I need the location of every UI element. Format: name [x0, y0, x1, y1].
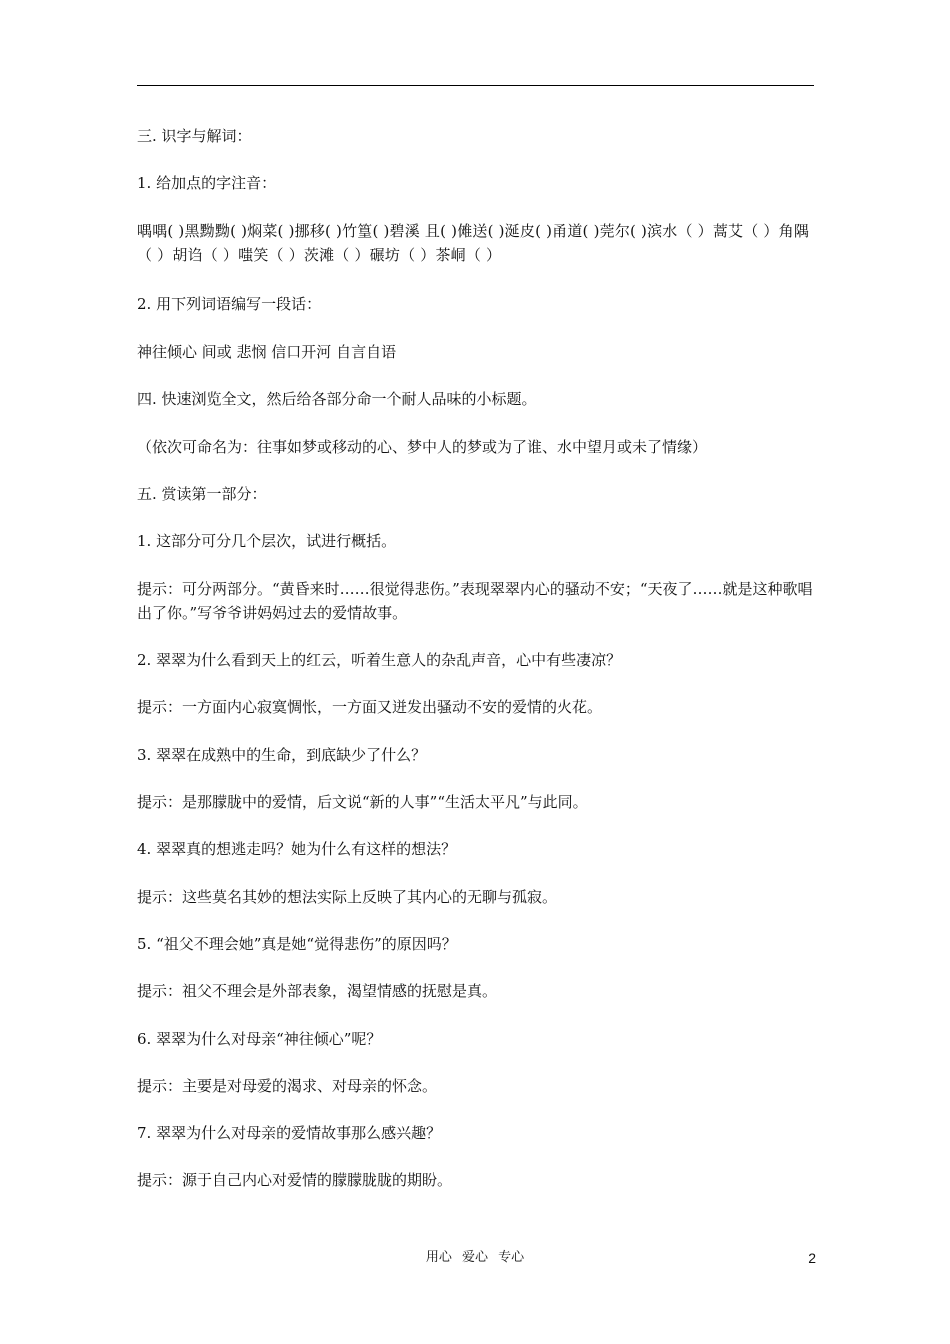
word-list: 神往倾心 间或 悲悯 信口开河 自言自语 [137, 343, 397, 361]
section-heading-4: 四. 快速浏览全文，然后给各部分命一个耐人品味的小标题。 [137, 390, 537, 408]
question-5-3: 3. 翠翠在成熟中的生命，到底缺少了什么？ [137, 746, 427, 764]
pinyin-exercise: 喁喁( )黑黝黝( )焖菜( )挪移( )竹篁( )碧溪 且( )傩送( )涎皮( )甬道( )莞尔( )滨水（ ）蒿艾（ ）角隅（ ）胡诌（ ）嗤笑（ ）茨滩（ ）碾坊（ ）茶峒（ ） [137, 222, 810, 264]
question-5-2: 2. 翠翠为什么看到天上的红云，听着生意人的杂乱声音，心中有些凄凉？ [137, 651, 622, 669]
question-5-5: 5. “祖父不理会她”真是她“觉得悲伤”的原因吗？ [137, 935, 457, 953]
section-heading-3: 三. 识字与解词： [137, 127, 252, 145]
hint-5-4: 提示：这些莫名其妙的想法实际上反映了其内心的无聊与孤寂。 [137, 888, 558, 906]
page-number: 2 [808, 1250, 816, 1266]
section-heading-5: 五. 赏读第一部分： [137, 485, 267, 503]
hint-5-6: 提示：主要是对母爱的渴求、对母亲的怀念。 [137, 1077, 438, 1095]
hint-5-3: 提示：是那朦胧中的爱情，后文说“新的人事”“生活太平凡”与此同。 [137, 793, 588, 811]
hint-5-2: 提示：一方面内心寂寞惆怅，一方面又迸发出骚动不安的爱情的火花。 [137, 698, 603, 716]
header-rule [137, 85, 814, 86]
question-5-1: 1. 这部分可分几个层次，试进行概括。 [137, 532, 397, 550]
hint-5-7: 提示：源于自己内心对爱情的朦朦胧胧的期盼。 [137, 1171, 453, 1189]
question-5-6: 6. 翠翠为什么对母亲“神往倾心”呢？ [137, 1030, 382, 1048]
question-1-title: 1. 给加点的字注音： [137, 174, 277, 192]
question-2-title: 2. 用下列词语编写一段话： [137, 295, 322, 313]
question-5-4: 4. 翠翠真的想逃走吗？她为什么有这样的想法？ [137, 840, 457, 858]
footer-motto: 用心 爱心 专心 [425, 1250, 525, 1265]
hint-5-5: 提示：祖父不理会是外部表象，渴望情感的抚慰是真。 [137, 982, 498, 1000]
question-5-7: 7. 翠翠为什么对母亲的爱情故事那么感兴趣？ [137, 1124, 442, 1142]
section-4-answer: （依次可命名为：往事如梦或移动的心、梦中人的梦或为了谁、水中望月或未了情缘） [137, 438, 708, 456]
hint-5-1: 提示：可分两部分。“黄昏来时……很觉得悲伤。”表现翠翠内心的骚动不安；“天夜了……就是这种歌唱出了你。”写爷爷讲妈妈过去的爱情故事。 [137, 580, 813, 622]
